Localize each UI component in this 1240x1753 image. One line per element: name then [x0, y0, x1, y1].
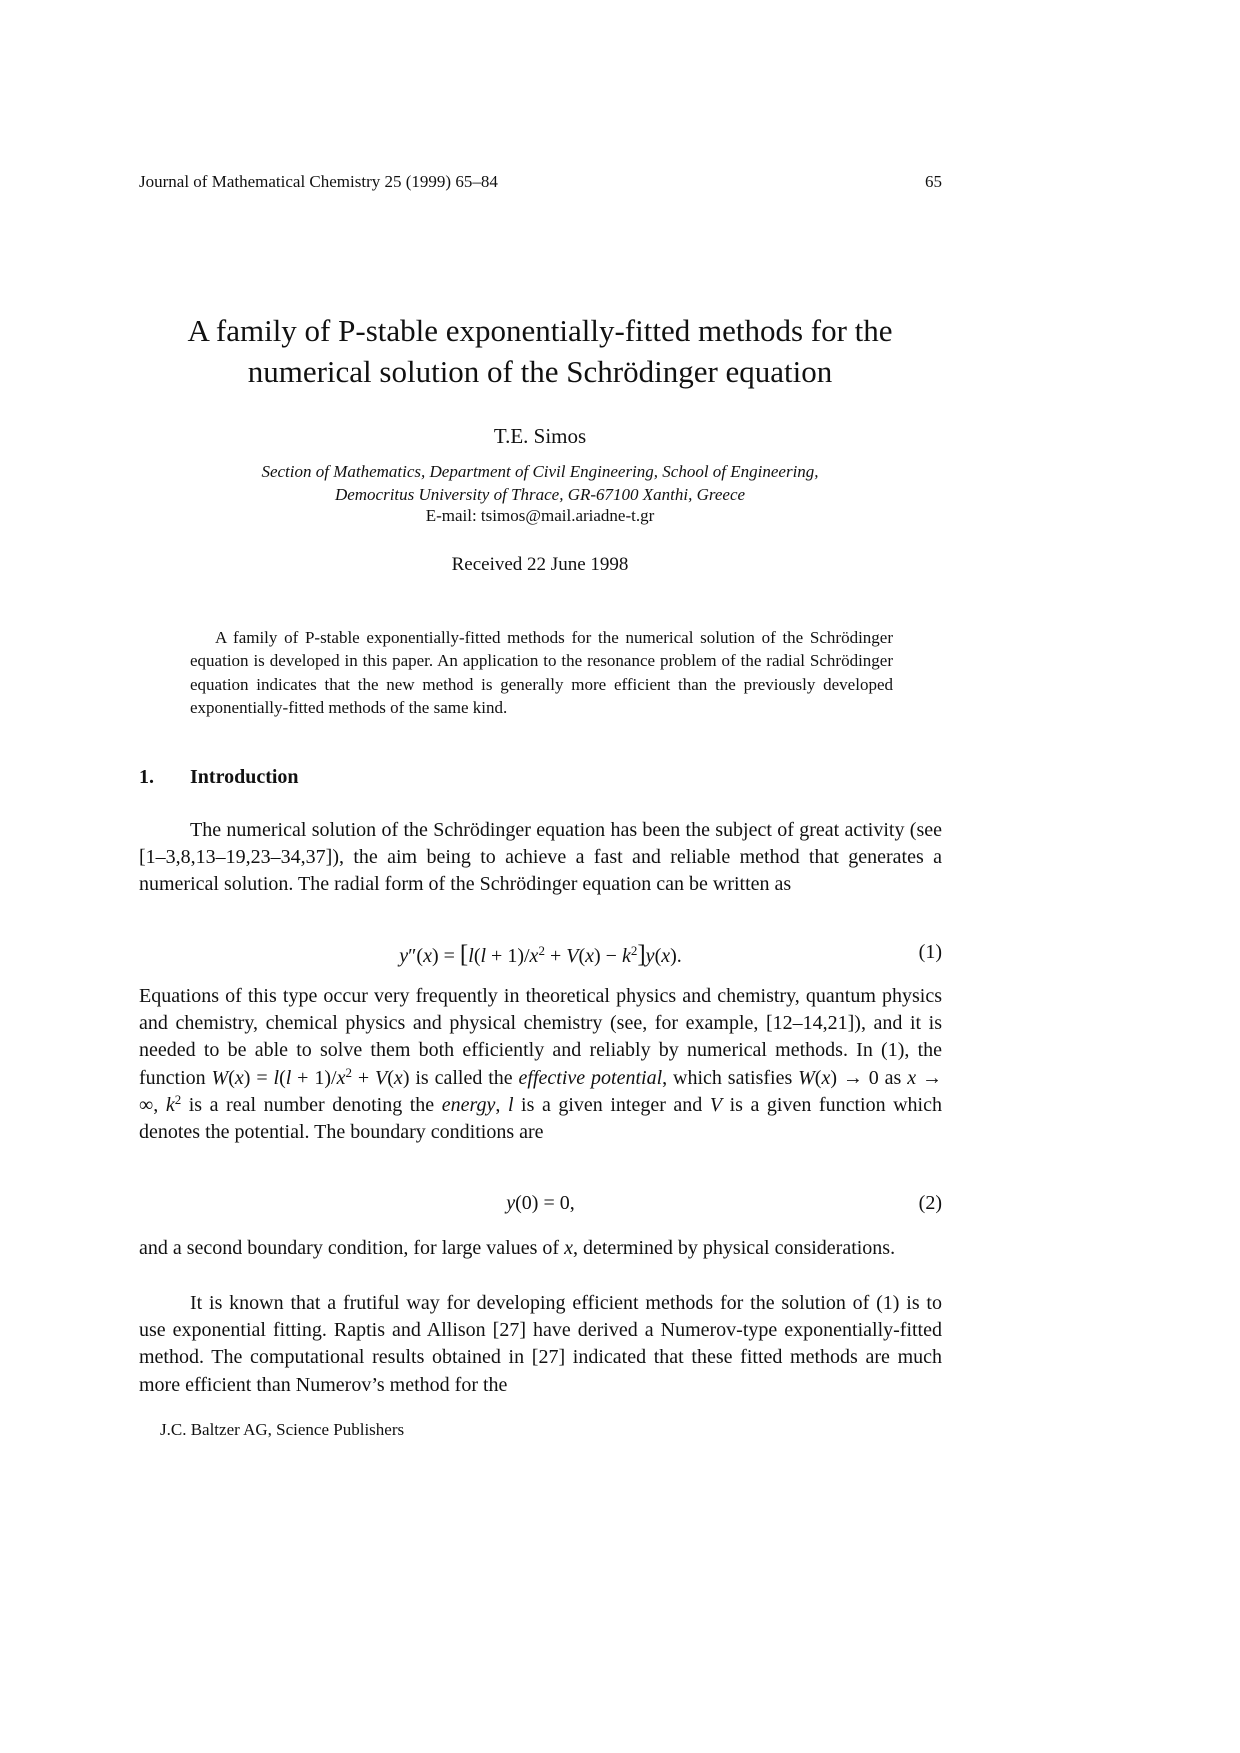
affiliation: [100, 460, 980, 506]
p2-text-5: is a given integer and: [513, 1093, 710, 1116]
p2-text-3: , which satisfies: [662, 1066, 799, 1089]
author-email: E-mail: tsimos@mail.ariadne-t.gr: [425, 506, 655, 525]
equation-1-number: (1): [918, 941, 942, 963]
section-number: 1.: [139, 766, 154, 788]
paragraph-2: Equations of this type occur very frequently in theoretical physics and chemistry, quantum physics and chemistry, chemical physics and physical chemistry (see, for example, [12–14,21]), and it is needed to be able to solve them both efficiently and reliably by numerical methods. In (1), the function $W(x) = l(l + 1)/x^2 + V(x)$ is called the effective potential, which satisfies W(x) → 0 as x → ∞, $k^2$ is a real number denoting the energy, l is a given integer and V is a given function which denotes the potential. The boundary conditions are: [139, 985, 943, 1144]
paper-title: [100, 310, 980, 392]
section-title: Introduction: [190, 766, 299, 788]
paragraph-1: The numerical solution of the Schrödinger equation has been the subject of great activity (see [1–3,8,13–19,23–34,37]), the aim being to achieve a fast and reliable method that generates a numerical solution. The radial form of the Schrödinger equation can be written as: [139, 819, 942, 896]
author-name: T.E. Simos: [493, 424, 587, 448]
p2-emphasis-energy: energy: [441, 1093, 496, 1116]
publisher-footer: J.C. Baltzer AG, Science Publishers: [160, 1420, 405, 1439]
p3-text-1: and a second boundary condition, for large values of: [139, 1237, 565, 1259]
running-head: [139, 172, 942, 192]
affiliation-line-1: Section of Mathematics, Department of Civil Engineering, School of Engineering,: [261, 462, 819, 481]
p3-text-2: , determined by physical considerations.: [572, 1237, 896, 1259]
received-date: Received 22 June 1998: [451, 554, 629, 575]
p2-text-2: is called the: [409, 1066, 519, 1089]
page-number: 65: [925, 172, 942, 191]
equation-2-body: y(0) = 0,: [506, 1192, 575, 1214]
title-line-2: numerical solution of the Schrödinger equation: [247, 354, 833, 389]
abstract: A family of P-stable exponentially-fitted methods for the numerical solution of the Schrödinger equation is developed in this paper. An application to the resonance problem of the radial Schrödinger equation indicates that the new method is generally more efficient than the previously developed exponentially-fitted methods of the same kind.: [190, 628, 893, 717]
affiliation-line-2: Democritus University of Thrace, GR-67100 Xanthi, Greece: [334, 485, 746, 504]
p2-text-1: Equations of this type occur very frequently in theoretical physics and chemistry, quantum physics and chemistry, chemical physics and physical chemistry (see, for example, [12–14,21]), and it is needed to be able to solve them both efficiently and reliably by numerical methods. In (1), the function: [139, 985, 942, 1089]
equation-2-number: (2): [918, 1192, 942, 1214]
title-line-1: A family of P-stable exponentially-fitted methods for the: [187, 313, 893, 348]
p2-emphasis-effective-potential: effective potential: [518, 1066, 663, 1089]
paragraph-4: It is known that a frutiful way for developing efficient methods for the solution of (1) is to use exponential fitting. Raptis and Allison [27] have derived a Numerov-type exponentially-fitted method. The computational results obtained in [27] indicated that these fitted methods are much more efficient than Numerov’s method for the: [139, 1292, 942, 1396]
p2-text-4: is a real number denoting the: [181, 1093, 442, 1116]
equation-1-body: $y''(x) = [l(l + 1)/x^2 + V(x) - k^2]y(x)$.: [399, 941, 682, 968]
section-heading: [139, 766, 299, 789]
journal-citation: Journal of Mathematical Chemistry 25 (1999) 65–84: [139, 172, 498, 191]
paragraph-3: and a second boundary condition, for large values of x, determined by physical considerations.: [139, 1237, 896, 1259]
p2-text-6: is a given function which denotes the potential. The boundary conditions are: [139, 1093, 942, 1144]
